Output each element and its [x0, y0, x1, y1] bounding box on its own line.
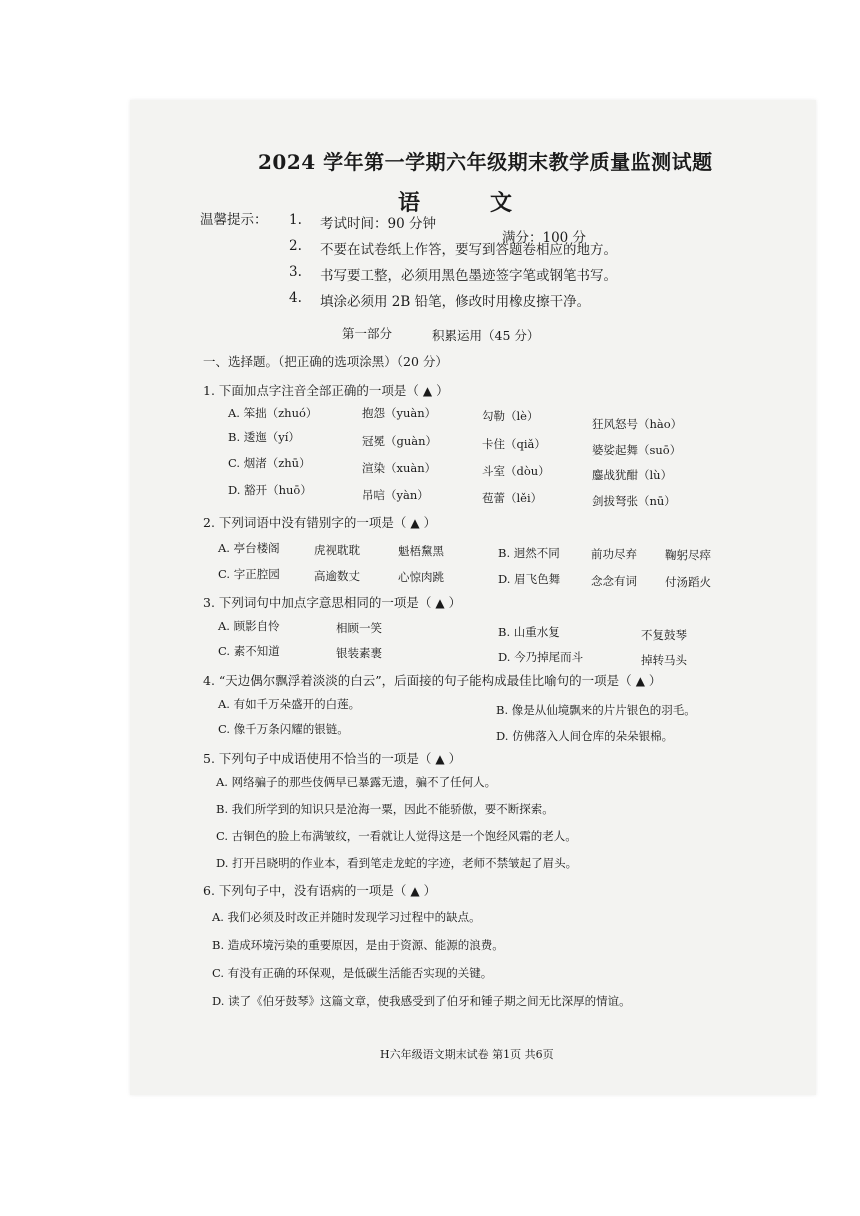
q1-option-c-4: 鏖战犹酣（lù）: [592, 468, 673, 482]
part1-subtitle: 积累运用（45 分）: [432, 328, 540, 343]
notice-item-3-num: 3.: [289, 264, 302, 280]
notice-label: 温馨提示：: [200, 212, 268, 228]
q1-option-d-1: D. 豁开（huō）: [228, 483, 312, 497]
q1-option-d-2: 吊唁（yàn）: [362, 488, 429, 502]
q5-option-a: A. 网络骗子的那些伎俩早已暴露无遗，骗不了任何人。: [216, 775, 497, 789]
exam-title: 2024 学年第一学期六年级期末教学质量监测试题: [258, 150, 713, 174]
q6-option-a: A. 我们必须及时改正并随时发现学习过程中的缺点。: [212, 910, 481, 924]
question-3-stem: 3. 下列词句中加点字意思相同的一项是（ ▲ ）: [203, 595, 462, 610]
q1-option-a-4: 狂风怒号（hào）: [592, 417, 683, 431]
notice-item-3-text: 书写要工整，必须用黑色墨迹签字笔或钢笔书写。: [320, 268, 617, 284]
q1-option-b-3: 卡住（qiǎ）: [482, 437, 546, 451]
q6-option-c: C. 有没有正确的环保观，是低碳生活能否实现的关键。: [212, 966, 493, 980]
question-2-stem: 2. 下列词语中没有错别字的一项是（ ▲ ）: [203, 515, 437, 530]
q3-option-a-1: A. 顾影自怜: [218, 619, 280, 633]
notice-item-1-num: 1.: [289, 212, 302, 228]
answer-mark-icon: ▲: [435, 752, 445, 766]
q2-option-d-2: 念念有词: [591, 574, 637, 588]
q4-option-a: A. 有如千万朵盛开的白莲。: [218, 697, 361, 711]
q5-option-b: B. 我们所学到的知识只是沧海一粟，因此不能骄傲，要不断探索。: [216, 802, 554, 816]
part1-title: 第一部分: [342, 326, 393, 341]
q1-option-a-3: 勾勒（lè）: [482, 409, 539, 423]
q1-option-c-1: C. 烟渚（zhū）: [228, 456, 311, 470]
notice-item-2-text: 不要在试卷纸上作答，要写到答题卷相应的地方。: [320, 242, 617, 258]
q1-option-b-2: 冠冕（guàn）: [362, 434, 438, 448]
q2-option-a-1: A. 亭台楼阁: [218, 541, 280, 555]
q2-option-c-1: C. 字正腔园: [218, 567, 280, 581]
section1-title: 一、选择题。（把正确的选项涂黑）（20 分）: [203, 354, 448, 369]
q1-option-a-1: A. 笨拙（zhuó）: [228, 406, 318, 420]
question-4-stem: 4. “天边偶尔飘浮着淡淡的白云”，后面接的句子能构成最佳比喻句的一项是（ ▲ ）: [203, 673, 662, 688]
q4-option-b: B. 像是从仙境飘来的片片银色的羽毛。: [496, 703, 696, 717]
q6-option-b: B. 造成环境污染的重要原因，是由于资源、能源的浪费。: [212, 938, 504, 952]
question-6-stem: 6. 下列句子中，没有语病的一项是（ ▲ ）: [203, 883, 437, 898]
q2-option-d-1: D. 眉飞色舞: [498, 572, 561, 586]
notice-item-1-text: 考试时间：90 分钟: [320, 216, 436, 232]
notice-item-2-num: 2.: [289, 238, 302, 254]
q5-option-d: D. 打开吕晓明的作业本，看到笔走龙蛇的字迹，老师不禁皱起了眉头。: [216, 856, 578, 870]
question-5-stem: 5. 下列句子中成语使用不恰当的一项是（ ▲ ）: [203, 751, 462, 766]
q2-option-b-3: 鞠躬尽瘁: [665, 548, 711, 562]
q2-option-d-3: 付汤蹈火: [665, 575, 711, 589]
q1-option-c-3: 斗室（dòu）: [482, 464, 550, 478]
q1-option-a-2: 抱怨（yuàn）: [362, 406, 437, 420]
q6-option-d: D. 读了《伯牙鼓琴》这篇文章，使我感受到了伯牙和锺子期之间无比深厚的情谊。: [212, 994, 631, 1008]
answer-mark-icon: ▲: [422, 384, 433, 398]
q2-option-b-1: B. 迥然不同: [498, 546, 560, 560]
q4-option-c: C. 像千万条闪耀的银链。: [218, 722, 349, 736]
q1-option-b-4: 婆娑起舞（suō）: [592, 443, 682, 457]
q2-option-c-3: 心惊肉跳: [398, 570, 444, 584]
q3-option-a-2: 相顾一笑: [336, 621, 382, 635]
q2-option-b-2: 前功尽弃: [591, 547, 637, 561]
q3-option-b-1: B. 山重水复: [498, 625, 560, 639]
answer-mark-icon: ▲: [410, 516, 420, 530]
q2-option-a-3: 魁梧黧黑: [398, 544, 444, 558]
notice-item-4-num: 4.: [289, 290, 302, 306]
notice-item-1-extra: 满分：100 分: [502, 230, 587, 246]
q3-option-c-1: C. 素不知道: [218, 644, 280, 658]
q2-option-a-2: 虎视耽耽: [314, 543, 360, 557]
exam-subject: 语 文: [398, 190, 537, 216]
answer-mark-icon: ▲: [435, 596, 445, 610]
q2-option-c-2: 高逾数丈: [314, 569, 360, 583]
q1-option-d-4: 剑拔弩张（nū）: [592, 494, 676, 508]
answer-mark-icon: ▲: [635, 674, 645, 688]
q1-option-d-3: 苞蕾（lěi）: [482, 491, 543, 505]
answer-mark-icon: ▲: [410, 884, 420, 898]
q4-option-d: D. 仿佛落入人间仓库的朵朵银棉。: [496, 729, 674, 743]
q3-option-d-2: 掉转马头: [641, 653, 687, 667]
q3-option-d-1: D. 今乃掉尾而斗: [498, 650, 584, 664]
q1-option-c-2: 渲染（xuàn）: [362, 461, 437, 475]
q1-option-b-1: B. 逶迤（yí）: [228, 430, 300, 444]
q5-option-c: C. 古铜色的脸上布满皱纹，一看就让人觉得这是一个饱经风霜的老人。: [216, 829, 577, 843]
q3-option-b-2: 不复鼓琴: [641, 628, 687, 642]
question-1-stem: 1. 下面加点字注音全部正确的一项是（ ▲ ）: [203, 383, 449, 398]
q3-option-c-2: 银装素裹: [336, 646, 382, 660]
page-footer: H六年级语文期末试卷 第1页 共6页: [380, 1048, 554, 1061]
notice-item-4-text: 填涂必须用 2B 铅笔，修改时用橡皮擦干净。: [320, 294, 591, 310]
